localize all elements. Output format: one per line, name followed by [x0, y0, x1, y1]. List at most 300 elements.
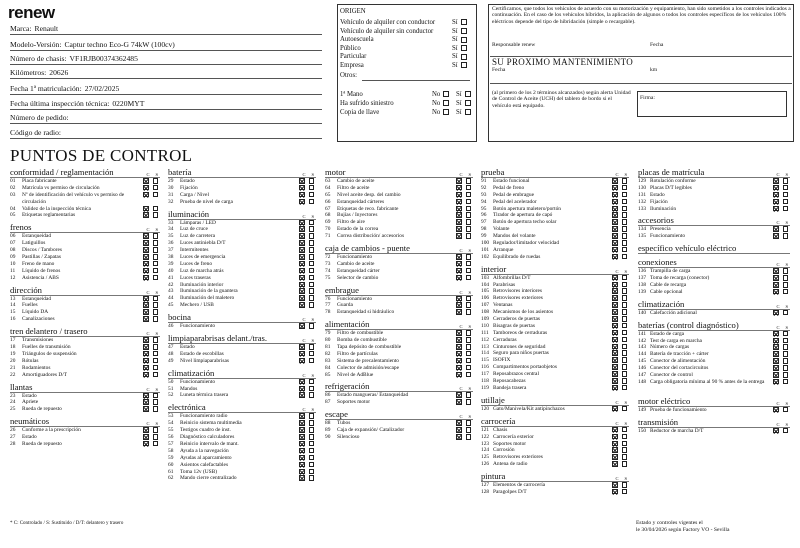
checkbox-c[interactable]	[299, 268, 305, 274]
checkbox-s[interactable]	[622, 233, 628, 239]
checkbox-c[interactable]	[456, 365, 462, 371]
checkbox-c[interactable]	[299, 344, 305, 350]
checkbox-s[interactable]	[622, 434, 628, 440]
checkbox-c[interactable]	[299, 233, 305, 239]
checkbox-c[interactable]	[299, 185, 305, 191]
checkbox-c[interactable]	[456, 420, 462, 426]
checkbox-c[interactable]	[143, 309, 149, 315]
checkbox-c[interactable]	[456, 296, 462, 302]
checkbox-s[interactable]	[783, 358, 789, 364]
checkbox-c[interactable]	[143, 233, 149, 239]
checkbox-c[interactable]	[773, 310, 779, 316]
checkbox-c[interactable]	[299, 413, 305, 419]
checkbox-s[interactable]	[466, 392, 472, 398]
checkbox-s[interactable]	[153, 351, 159, 357]
checkbox-c[interactable]	[612, 323, 618, 329]
checkbox-s[interactable]	[309, 178, 315, 184]
checkbox-s[interactable]	[309, 392, 315, 398]
checkbox-s[interactable]	[309, 427, 315, 433]
checkbox-c[interactable]	[299, 475, 305, 481]
checkbox-s[interactable]	[153, 399, 159, 405]
checkbox-s[interactable]	[153, 309, 159, 315]
origen-checkbox[interactable]	[461, 54, 467, 60]
no-checkbox[interactable]	[443, 109, 449, 115]
checkbox-c[interactable]	[612, 295, 618, 301]
checkbox-s[interactable]	[783, 338, 789, 344]
checkbox-c[interactable]	[456, 358, 462, 364]
checkbox-s[interactable]	[153, 316, 159, 322]
checkbox-s[interactable]	[466, 309, 472, 315]
checkbox-s[interactable]	[466, 219, 472, 225]
checkbox-s[interactable]	[309, 261, 315, 267]
checkbox-s[interactable]	[153, 268, 159, 274]
checkbox-s[interactable]	[622, 178, 628, 184]
checkbox-c[interactable]	[773, 233, 779, 239]
checkbox-s[interactable]	[622, 337, 628, 343]
checkbox-c[interactable]	[612, 378, 618, 384]
checkbox-c[interactable]	[299, 448, 305, 454]
checkbox-s[interactable]	[466, 275, 472, 281]
checkbox-c[interactable]	[299, 441, 305, 447]
checkbox-c[interactable]	[612, 192, 618, 198]
checkbox-s[interactable]	[622, 427, 628, 433]
checkbox-c[interactable]	[773, 185, 779, 191]
checkbox-s[interactable]	[153, 240, 159, 246]
checkbox-s[interactable]	[153, 358, 159, 364]
checkbox-s[interactable]	[622, 406, 628, 412]
checkbox-s[interactable]	[153, 372, 159, 378]
checkbox-c[interactable]	[456, 275, 462, 281]
checkbox-c[interactable]	[143, 296, 149, 302]
checkbox-c[interactable]	[456, 226, 462, 232]
checkbox-s[interactable]	[466, 178, 472, 184]
checkbox-s[interactable]	[309, 302, 315, 308]
checkbox-c[interactable]	[143, 393, 149, 399]
checkbox-s[interactable]	[622, 206, 628, 212]
si-checkbox[interactable]	[465, 100, 471, 106]
checkbox-s[interactable]	[622, 288, 628, 294]
checkbox-s[interactable]	[309, 379, 315, 385]
checkbox-c[interactable]	[143, 302, 149, 308]
checkbox-c[interactable]	[612, 357, 618, 363]
checkbox-c[interactable]	[456, 199, 462, 205]
checkbox-c[interactable]	[299, 427, 305, 433]
checkbox-s[interactable]	[309, 288, 315, 294]
checkbox-c[interactable]	[299, 261, 305, 267]
checkbox-c[interactable]	[456, 233, 462, 239]
checkbox-s[interactable]	[783, 199, 789, 205]
checkbox-s[interactable]	[622, 212, 628, 218]
checkbox-s[interactable]	[622, 441, 628, 447]
checkbox-s[interactable]	[309, 441, 315, 447]
checkbox-s[interactable]	[309, 386, 315, 392]
checkbox-c[interactable]	[612, 385, 618, 391]
checkbox-s[interactable]	[466, 254, 472, 260]
checkbox-s[interactable]	[622, 378, 628, 384]
checkbox-s[interactable]	[309, 247, 315, 253]
checkbox-s[interactable]	[153, 212, 159, 218]
checkbox-c[interactable]	[299, 420, 305, 426]
checkbox-c[interactable]	[773, 206, 779, 212]
checkbox-c[interactable]	[456, 399, 462, 405]
checkbox-s[interactable]	[622, 192, 628, 198]
checkbox-s[interactable]	[309, 462, 315, 468]
checkbox-c[interactable]	[773, 428, 779, 434]
checkbox-s[interactable]	[309, 295, 315, 301]
checkbox-s[interactable]	[622, 454, 628, 460]
checkbox-c[interactable]	[612, 247, 618, 253]
checkbox-s[interactable]	[309, 448, 315, 454]
checkbox-s[interactable]	[309, 192, 315, 198]
checkbox-c[interactable]	[773, 275, 779, 281]
checkbox-c[interactable]	[612, 454, 618, 460]
checkbox-s[interactable]	[153, 434, 159, 440]
checkbox-c[interactable]	[612, 371, 618, 377]
checkbox-s[interactable]	[622, 385, 628, 391]
checkbox-s[interactable]	[153, 406, 159, 412]
checkbox-c[interactable]	[456, 254, 462, 260]
checkbox-c[interactable]	[612, 434, 618, 440]
checkbox-c[interactable]	[612, 219, 618, 225]
checkbox-s[interactable]	[622, 357, 628, 363]
checkbox-s[interactable]	[309, 469, 315, 475]
checkbox-s[interactable]	[309, 323, 315, 329]
checkbox-c[interactable]	[299, 275, 305, 281]
checkbox-c[interactable]	[773, 199, 779, 205]
checkbox-c[interactable]	[299, 392, 305, 398]
checkbox-c[interactable]	[612, 240, 618, 246]
si-checkbox[interactable]	[465, 91, 471, 97]
checkbox-c[interactable]	[612, 275, 618, 281]
checkbox-c[interactable]	[612, 302, 618, 308]
checkbox-s[interactable]	[466, 434, 472, 440]
checkbox-c[interactable]	[143, 434, 149, 440]
checkbox-c[interactable]	[773, 358, 779, 364]
checkbox-c[interactable]	[456, 337, 462, 343]
checkbox-s[interactable]	[622, 316, 628, 322]
checkbox-c[interactable]	[773, 407, 779, 413]
checkbox-c[interactable]	[773, 331, 779, 337]
checkbox-c[interactable]	[612, 406, 618, 412]
checkbox-c[interactable]	[773, 365, 779, 371]
checkbox-c[interactable]	[299, 282, 305, 288]
checkbox-c[interactable]	[773, 351, 779, 357]
checkbox-s[interactable]	[309, 268, 315, 274]
checkbox-s[interactable]	[466, 233, 472, 239]
checkbox-s[interactable]	[466, 206, 472, 212]
checkbox-c[interactable]	[299, 386, 305, 392]
checkbox-c[interactable]	[612, 233, 618, 239]
checkbox-s[interactable]	[622, 482, 628, 488]
checkbox-s[interactable]	[783, 206, 789, 212]
checkbox-s[interactable]	[153, 192, 159, 198]
checkbox-c[interactable]	[612, 226, 618, 232]
checkbox-c[interactable]	[143, 351, 149, 357]
checkbox-c[interactable]	[612, 212, 618, 218]
checkbox-s[interactable]	[783, 351, 789, 357]
checkbox-s[interactable]	[309, 240, 315, 246]
origen-checkbox[interactable]	[461, 19, 467, 25]
checkbox-c[interactable]	[612, 350, 618, 356]
checkbox-s[interactable]	[309, 185, 315, 191]
checkbox-s[interactable]	[466, 268, 472, 274]
checkbox-c[interactable]	[299, 455, 305, 461]
checkbox-s[interactable]	[622, 199, 628, 205]
checkbox-s[interactable]	[153, 185, 159, 191]
checkbox-c[interactable]	[612, 461, 618, 467]
checkbox-s[interactable]	[622, 185, 628, 191]
checkbox-s[interactable]	[622, 364, 628, 370]
checkbox-s[interactable]	[622, 254, 628, 260]
checkbox-c[interactable]	[143, 316, 149, 322]
checkbox-s[interactable]	[309, 413, 315, 419]
checkbox-s[interactable]	[309, 199, 315, 205]
checkbox-s[interactable]	[783, 226, 789, 232]
checkbox-c[interactable]	[456, 206, 462, 212]
checkbox-s[interactable]	[622, 275, 628, 281]
checkbox-s[interactable]	[622, 226, 628, 232]
si-checkbox[interactable]	[465, 109, 471, 115]
checkbox-s[interactable]	[309, 475, 315, 481]
checkbox-c[interactable]	[299, 295, 305, 301]
checkbox-c[interactable]	[299, 358, 305, 364]
checkbox-c[interactable]	[299, 226, 305, 232]
checkbox-s[interactable]	[153, 206, 159, 212]
checkbox-c[interactable]	[456, 434, 462, 440]
checkbox-c[interactable]	[456, 351, 462, 357]
checkbox-c[interactable]	[299, 178, 305, 184]
checkbox-c[interactable]	[143, 254, 149, 260]
checkbox-s[interactable]	[622, 350, 628, 356]
checkbox-s[interactable]	[153, 178, 159, 184]
checkbox-c[interactable]	[612, 199, 618, 205]
checkbox-c[interactable]	[143, 365, 149, 371]
checkbox-c[interactable]	[299, 323, 305, 329]
checkbox-s[interactable]	[466, 337, 472, 343]
checkbox-s[interactable]	[466, 192, 472, 198]
checkbox-s[interactable]	[622, 489, 628, 495]
checkbox-s[interactable]	[622, 295, 628, 301]
checkbox-s[interactable]	[309, 351, 315, 357]
checkbox-c[interactable]	[612, 185, 618, 191]
checkbox-s[interactable]	[622, 302, 628, 308]
checkbox-s[interactable]	[466, 226, 472, 232]
checkbox-c[interactable]	[456, 261, 462, 267]
checkbox-s[interactable]	[309, 358, 315, 364]
checkbox-c[interactable]	[143, 206, 149, 212]
checkbox-c[interactable]	[299, 302, 305, 308]
checkbox-s[interactable]	[466, 302, 472, 308]
checkbox-c[interactable]	[456, 392, 462, 398]
checkbox-s[interactable]	[466, 399, 472, 405]
checkbox-s[interactable]	[783, 275, 789, 281]
checkbox-c[interactable]	[456, 219, 462, 225]
checkbox-s[interactable]	[153, 247, 159, 253]
checkbox-s[interactable]	[622, 240, 628, 246]
checkbox-s[interactable]	[309, 282, 315, 288]
checkbox-s[interactable]	[466, 427, 472, 433]
checkbox-s[interactable]	[466, 185, 472, 191]
checkbox-c[interactable]	[612, 447, 618, 453]
checkbox-s[interactable]	[783, 344, 789, 350]
checkbox-s[interactable]	[153, 275, 159, 281]
checkbox-c[interactable]	[299, 462, 305, 468]
checkbox-c[interactable]	[456, 330, 462, 336]
checkbox-c[interactable]	[456, 427, 462, 433]
checkbox-s[interactable]	[153, 233, 159, 239]
checkbox-s[interactable]	[783, 379, 789, 385]
origen-checkbox[interactable]	[461, 37, 467, 43]
checkbox-c[interactable]	[456, 372, 462, 378]
checkbox-s[interactable]	[309, 220, 315, 226]
checkbox-s[interactable]	[622, 344, 628, 350]
checkbox-s[interactable]	[466, 212, 472, 218]
checkbox-s[interactable]	[783, 192, 789, 198]
checkbox-c[interactable]	[143, 344, 149, 350]
checkbox-c[interactable]	[456, 192, 462, 198]
checkbox-c[interactable]	[456, 185, 462, 191]
checkbox-c[interactable]	[773, 344, 779, 350]
checkbox-c[interactable]	[143, 240, 149, 246]
checkbox-s[interactable]	[783, 289, 789, 295]
checkbox-s[interactable]	[622, 447, 628, 453]
checkbox-c[interactable]	[299, 240, 305, 246]
checkbox-s[interactable]	[153, 337, 159, 343]
checkbox-c[interactable]	[612, 316, 618, 322]
checkbox-s[interactable]	[783, 233, 789, 239]
checkbox-c[interactable]	[773, 226, 779, 232]
checkbox-s[interactable]	[622, 371, 628, 377]
checkbox-c[interactable]	[773, 372, 779, 378]
checkbox-c[interactable]	[612, 427, 618, 433]
checkbox-c[interactable]	[143, 261, 149, 267]
checkbox-s[interactable]	[622, 282, 628, 288]
checkbox-s[interactable]	[153, 302, 159, 308]
checkbox-c[interactable]	[299, 220, 305, 226]
checkbox-c[interactable]	[612, 441, 618, 447]
checkbox-c[interactable]	[773, 192, 779, 198]
checkbox-s[interactable]	[153, 344, 159, 350]
checkbox-c[interactable]	[612, 309, 618, 315]
firma-box[interactable]	[637, 91, 787, 117]
checkbox-c[interactable]	[299, 288, 305, 294]
checkbox-c[interactable]	[143, 441, 149, 447]
checkbox-c[interactable]	[299, 351, 305, 357]
checkbox-c[interactable]	[299, 379, 305, 385]
checkbox-s[interactable]	[783, 282, 789, 288]
checkbox-c[interactable]	[456, 344, 462, 350]
checkbox-c[interactable]	[612, 337, 618, 343]
checkbox-s[interactable]	[309, 434, 315, 440]
checkbox-s[interactable]	[309, 275, 315, 281]
checkbox-c[interactable]	[456, 309, 462, 315]
checkbox-s[interactable]	[309, 455, 315, 461]
checkbox-s[interactable]	[622, 247, 628, 253]
checkbox-s[interactable]	[466, 351, 472, 357]
checkbox-s[interactable]	[622, 330, 628, 336]
checkbox-s[interactable]	[309, 226, 315, 232]
checkbox-c[interactable]	[773, 338, 779, 344]
checkbox-c[interactable]	[612, 254, 618, 260]
checkbox-c[interactable]	[143, 399, 149, 405]
checkbox-s[interactable]	[783, 310, 789, 316]
checkbox-c[interactable]	[612, 288, 618, 294]
checkbox-s[interactable]	[783, 428, 789, 434]
checkbox-c[interactable]	[612, 344, 618, 350]
checkbox-c[interactable]	[143, 275, 149, 281]
checkbox-c[interactable]	[612, 178, 618, 184]
checkbox-s[interactable]	[309, 254, 315, 260]
checkbox-s[interactable]	[783, 331, 789, 337]
checkbox-c[interactable]	[612, 206, 618, 212]
checkbox-c[interactable]	[773, 178, 779, 184]
checkbox-c[interactable]	[612, 489, 618, 495]
checkbox-c[interactable]	[143, 427, 149, 433]
checkbox-s[interactable]	[783, 407, 789, 413]
checkbox-c[interactable]	[143, 247, 149, 253]
checkbox-c[interactable]	[612, 482, 618, 488]
no-checkbox[interactable]	[443, 100, 449, 106]
checkbox-c[interactable]	[143, 185, 149, 191]
checkbox-s[interactable]	[622, 219, 628, 225]
checkbox-c[interactable]	[612, 282, 618, 288]
checkbox-s[interactable]	[466, 330, 472, 336]
checkbox-s[interactable]	[466, 365, 472, 371]
origen-checkbox[interactable]	[461, 62, 467, 68]
checkbox-s[interactable]	[783, 365, 789, 371]
checkbox-c[interactable]	[299, 199, 305, 205]
checkbox-c[interactable]	[143, 372, 149, 378]
checkbox-s[interactable]	[153, 296, 159, 302]
checkbox-c[interactable]	[299, 254, 305, 260]
checkbox-s[interactable]	[466, 420, 472, 426]
checkbox-s[interactable]	[466, 358, 472, 364]
checkbox-s[interactable]	[783, 268, 789, 274]
checkbox-c[interactable]	[773, 282, 779, 288]
checkbox-c[interactable]	[456, 212, 462, 218]
checkbox-c[interactable]	[143, 178, 149, 184]
checkbox-s[interactable]	[783, 372, 789, 378]
checkbox-s[interactable]	[622, 309, 628, 315]
checkbox-s[interactable]	[466, 296, 472, 302]
checkbox-s[interactable]	[622, 461, 628, 467]
checkbox-c[interactable]	[612, 330, 618, 336]
checkbox-c[interactable]	[456, 268, 462, 274]
checkbox-s[interactable]	[309, 233, 315, 239]
checkbox-c[interactable]	[299, 192, 305, 198]
checkbox-s[interactable]	[153, 441, 159, 447]
origen-checkbox[interactable]	[461, 28, 467, 34]
origen-checkbox[interactable]	[461, 45, 467, 51]
checkbox-c[interactable]	[143, 212, 149, 218]
checkbox-c[interactable]	[143, 337, 149, 343]
checkbox-c[interactable]	[456, 302, 462, 308]
checkbox-c[interactable]	[299, 247, 305, 253]
checkbox-c[interactable]	[299, 469, 305, 475]
checkbox-c[interactable]	[143, 192, 149, 198]
checkbox-c[interactable]	[612, 364, 618, 370]
checkbox-s[interactable]	[622, 323, 628, 329]
checkbox-c[interactable]	[299, 434, 305, 440]
checkbox-s[interactable]	[466, 372, 472, 378]
checkbox-s[interactable]	[783, 185, 789, 191]
checkbox-s[interactable]	[783, 178, 789, 184]
checkbox-s[interactable]	[153, 365, 159, 371]
checkbox-c[interactable]	[773, 379, 779, 385]
checkbox-s[interactable]	[153, 261, 159, 267]
checkbox-s[interactable]	[466, 344, 472, 350]
checkbox-s[interactable]	[153, 254, 159, 260]
